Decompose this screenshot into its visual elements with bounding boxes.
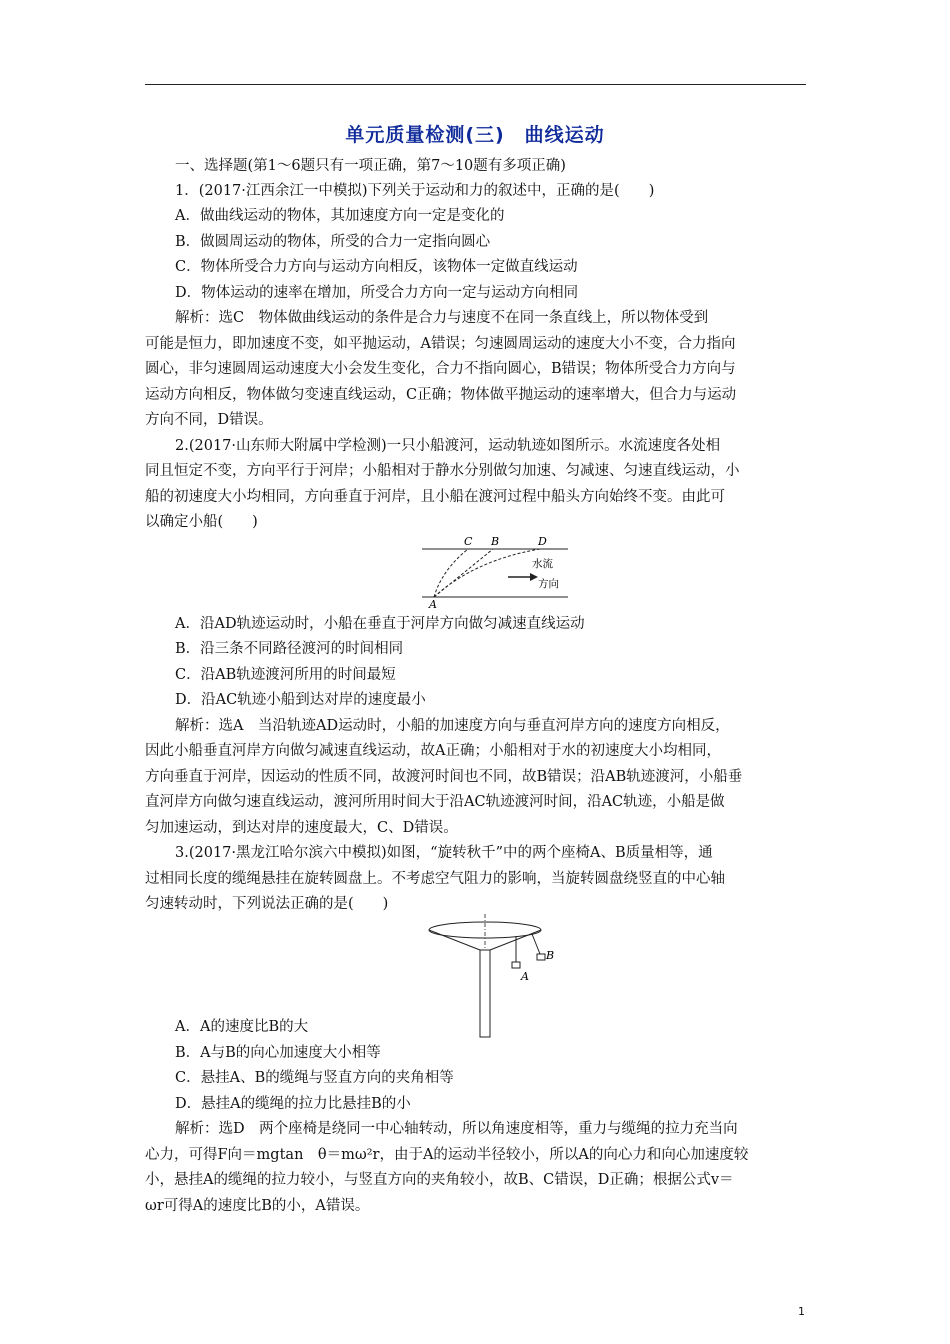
seat-b [537, 954, 545, 960]
q1-stem: 1．(2017·江西余江一中模拟)下列关于运动和力的叙述中，正确的是( ) [175, 183, 655, 199]
label-b: B [546, 949, 555, 962]
q1-option-c: C．物体所受合力方向与运动方向相反，该物体一定做直线运动 [175, 259, 578, 275]
q2-option-d: D．沿AC轨迹小船到达对岸的速度最小 [175, 692, 426, 708]
q2-analysis-line: 直河岸方向做匀速直线运动，渡河所用时间大于沿AC轨迹渡河时间，沿AC轨迹，小船是做 [145, 794, 725, 810]
q1-analysis-line: 运动方向相反，物体做匀变速直线运动，C正确；物体做平抛运动的速率增大，但合力与运动 [145, 387, 737, 403]
q2-option-a: A．沿AD轨迹运动时，小船在垂直于河岸方向做匀减速直线运动 [175, 616, 585, 632]
q3-stem-line: 过相同长度的缆绳悬挂在旋转圆盘上。不考虑空气阻力的影响，当旋转圆盘绕竖直的中心轴 [145, 871, 725, 887]
label-a: A [429, 598, 437, 610]
rotating-swing-figure [425, 912, 560, 1040]
q3-option-b: B．A与B的向心加速度大小相等 [175, 1045, 381, 1061]
header-rule [145, 84, 806, 85]
q3-analysis-line: ωr可得A的速度比B的小，A错误。 [145, 1198, 370, 1214]
q2-stem-line: 同且恒定不变，方向平行于河岸；小船相对于静水分别做匀加速、匀减速、匀速直线运动，小 [145, 463, 740, 479]
q2-analysis-line: 方向垂直于河岸，因运动的性质不同，故渡河时间也不同，故B错误；沿AB轨迹渡河，小船垂 [145, 769, 743, 785]
q2-option-c: C．沿AB轨迹渡河所用的时间最短 [175, 667, 396, 683]
q3-option-d: D．悬挂A的缆绳的拉力比悬挂B的小 [175, 1096, 411, 1112]
q2-stem-line: 2.(2017·山东师大附属中学检测)一只小船渡河，运动轨迹如图所示。水流速度各处相 [175, 438, 721, 454]
rope-b [532, 934, 540, 954]
q2-option-b: B．沿三条不同路径渡河的时间相同 [175, 641, 404, 657]
q1-analysis-line: 圆心，非匀速圆周运动速度大小会发生变化，合力不指向圆心，B错误；物体所受合力方向与 [145, 361, 736, 377]
label-b: B [491, 535, 500, 548]
label-c: C [464, 535, 473, 548]
flow-label-2: 方向 [538, 578, 559, 590]
q1-option-a: A．做曲线运动的物体，其加速度方向一定是变化的 [175, 208, 505, 224]
q2-stem-line: 以确定小船( ) [145, 514, 258, 530]
river-crossing-figure [420, 535, 570, 610]
q3-stem-line: 3.(2017·黑龙江哈尔滨六中模拟)如图，“旋转秋千”中的两个座椅A、B质量相等，通 [175, 845, 713, 861]
page-number: 1 [798, 1305, 805, 1318]
label-d: D [538, 535, 547, 548]
q3-option-a: A．A的速度比B的大 [175, 1019, 309, 1035]
flow-arrow-head [530, 573, 538, 581]
q1-analysis-line: 方向不同，D错误。 [145, 412, 273, 428]
support-pole [480, 950, 490, 1037]
q1-analysis-line: 可能是恒力，即加速度不变，如平抛运动，A错误；匀速圆周运动的速度大小不变，合力指向 [145, 336, 736, 352]
q2-stem-line: 船的初速度大小均相同，方向垂直于河岸，且小船在渡河过程中船头方向始终不变。由此可 [145, 489, 725, 505]
q1-analysis-line: 解析：选C 物体做曲线运动的条件是合力与速度不在同一条直线上，所以物体受到 [175, 310, 709, 326]
path-ad [434, 549, 540, 597]
q3-analysis-line: 解析：选D 两个座椅是绕同一中心轴转动，所以角速度相等，重力与缆绳的拉力充当向 [175, 1121, 738, 1137]
q2-analysis-line: 因此小船垂直河岸方向做匀减速直线运动，故A正确；小船相对于水的初速度大小均相同， [145, 743, 721, 759]
q1-option-b: B．做圆周运动的物体，所受的合力一定指向圆心 [175, 234, 491, 250]
cone-left [429, 930, 480, 950]
label-a: A [521, 970, 529, 983]
q3-option-c: C．悬挂A、B的缆绳与竖直方向的夹角相等 [175, 1070, 454, 1086]
q3-analysis-line: 小，悬挂A的缆绳的拉力较小，与竖直方向的夹角较小，故B、C错误，D正确；根据公式v＝ [145, 1172, 734, 1188]
section-heading: 一、选择题(第1～6题只有一项正确，第7～10题有多项正确) [175, 158, 566, 174]
q2-analysis-line: 匀加速运动，到达对岸的速度最大，C、D错误。 [145, 820, 458, 836]
q2-analysis-line: 解析：选A 当沿轨迹AD运动时，小船的加速度方向与垂直河岸方向的速度方向相反， [175, 718, 730, 734]
q3-analysis-line: 心力，可得F向＝mgtan θ＝mω²r，由于A的运动半径较小，所以A的向心力和向心加速度较 [145, 1147, 749, 1163]
flow-label-1: 水流 [532, 558, 553, 570]
q1-option-d: D．物体运动的速率在增加，所受合力方向一定与运动方向相同 [175, 285, 579, 301]
seat-a [512, 962, 520, 968]
q3-stem-line: 匀速转动时，下列说法正确的是( ) [145, 896, 389, 912]
page-title: 单元质量检测(三) 曲线运动 [345, 124, 605, 146]
